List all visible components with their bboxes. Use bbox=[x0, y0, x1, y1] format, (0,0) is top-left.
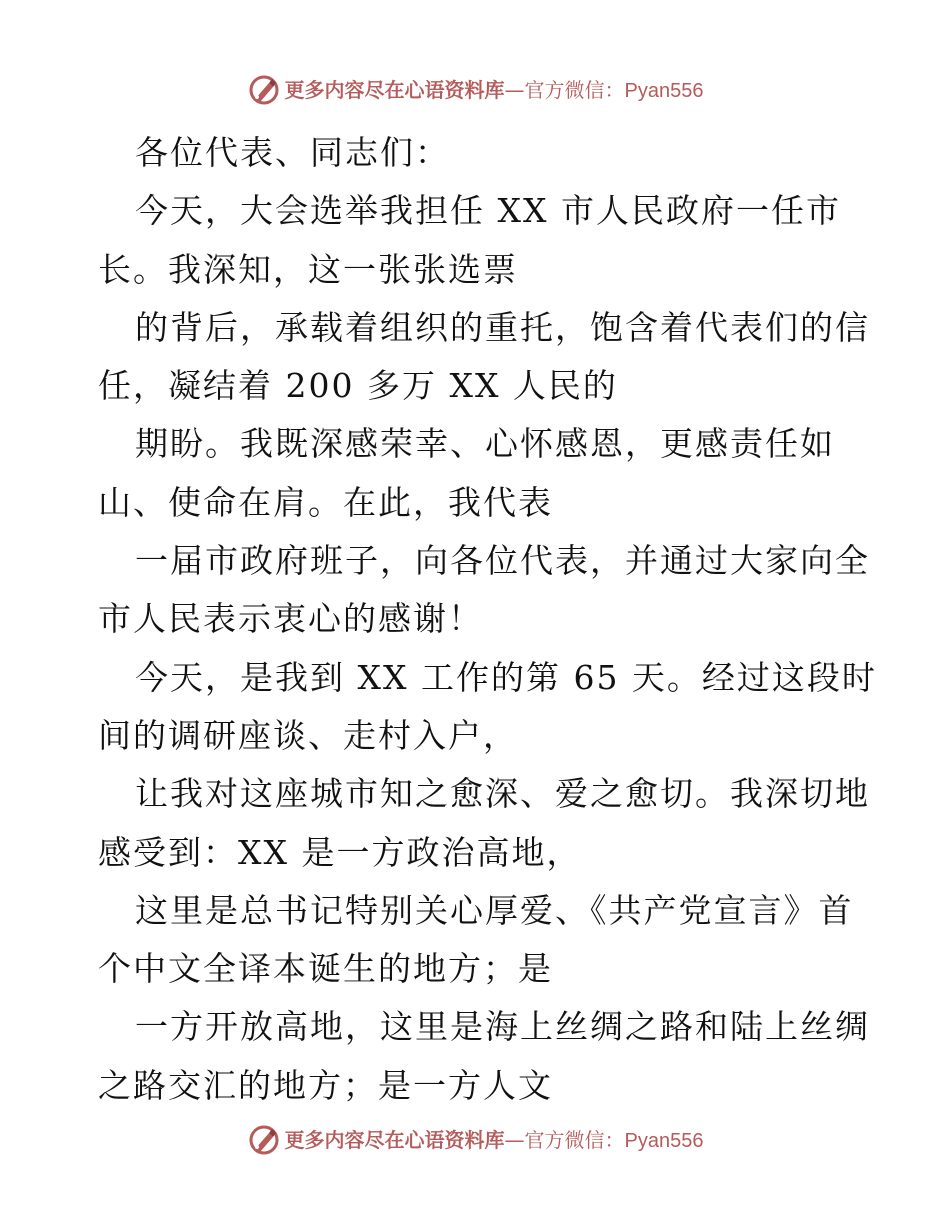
banner-separator: —官方微信： bbox=[504, 77, 625, 102]
paragraph-line: 间的调研座谈、走村入户， bbox=[98, 715, 518, 755]
paragraph-line: 这里是总书记特别关心厚爱、《共产党宣言》首 bbox=[135, 890, 854, 930]
banner-account: Pyan556 bbox=[624, 1129, 704, 1152]
pen-logo-icon bbox=[247, 1123, 281, 1157]
paragraph-line: 之路交汇的地方；是一方人文 bbox=[98, 1065, 553, 1105]
paragraph-line: 让我对这座城市知之愈深、爱之愈切。我深切地 bbox=[135, 774, 870, 814]
banner-main-text: 更多内容尽在心语资料库 bbox=[284, 1127, 505, 1152]
paragraph-line: 的背后，承载着组织的重托，饱含着代表们的信 bbox=[135, 307, 870, 347]
pen-logo-icon bbox=[247, 73, 281, 107]
paragraph-line: 长。我深知，这一张张选票 bbox=[98, 249, 518, 289]
paragraph-line: 山、使命在肩。在此，我代表 bbox=[98, 482, 553, 522]
document-body bbox=[98, 124, 877, 1115]
banner-account: Pyan556 bbox=[624, 79, 704, 102]
banner-separator: —官方微信： bbox=[504, 1127, 625, 1152]
paragraph-line: 感受到：XX 是一方政治高地， bbox=[98, 832, 582, 872]
footer-banner bbox=[0, 1120, 950, 1160]
banner-text bbox=[284, 1127, 704, 1152]
banner-main-text: 更多内容尽在心语资料库 bbox=[284, 77, 505, 102]
paragraph-line: 一方开放高地，这里是海上丝绸之路和陆上丝绸 bbox=[135, 1007, 870, 1047]
paragraph-line: 各位代表、同志们： bbox=[135, 133, 450, 172]
paragraph-line: 期盼。我既深感荣幸、心怀感恩，更感责任如 bbox=[135, 424, 835, 464]
paragraph-line: 一届市政府班子，向各位代表，并通过大家向全 bbox=[135, 541, 870, 581]
header-banner bbox=[0, 70, 950, 110]
banner-text bbox=[284, 77, 704, 102]
paragraph-line: 任，凝结着 200 多万 XX 人民的 bbox=[98, 366, 618, 406]
paragraph-line: 个中文全译本诞生的地方；是 bbox=[98, 949, 553, 989]
paragraph-line: 今天，是我到 XX 工作的第 65 天。经过这段时 bbox=[135, 657, 877, 697]
paragraph-line: 市人民表示衷心的感谢！ bbox=[98, 599, 483, 639]
paragraph-line: 今天，大会选举我担任 XX 市人民政府一任市 bbox=[135, 191, 841, 231]
